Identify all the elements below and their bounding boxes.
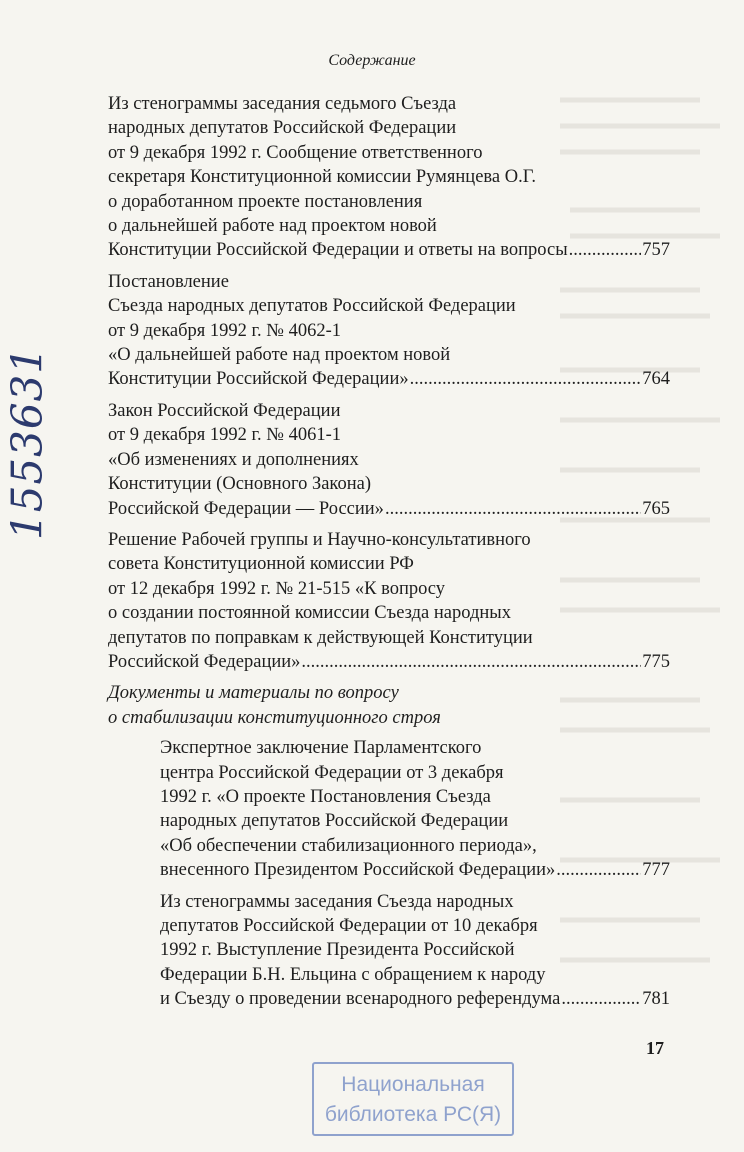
entry-line: от 9 декабря 1992 г. Сообщение ответственного [108,142,483,163]
entry-line: депутатов по поправкам к действующей Конституции [108,627,533,648]
page-ref: 765 [642,498,670,519]
entry-line: совета Конституционной комиссии РФ [108,554,414,575]
entry-line: секретаря Конституционной комиссии Румянцева О.Г. [108,167,536,188]
page-ref: 781 [642,989,670,1010]
entry-last-line [160,987,670,1011]
entry-line: от 12 декабря 1992 г. № 21-515 «К вопросу [108,578,446,599]
entry-line: о создании постоянной комиссии Съезда народных [108,603,511,624]
entry-line: от 9 декабря 1992 г. № 4061-1 [108,425,341,446]
entry-line: Конституции (Основного Закона) [108,474,372,495]
entry-line: 1992 г. Выступление Президента Российской [160,940,515,961]
entry-line: Экспертное заключение Парламентского [160,738,482,759]
page-number: 17 [646,1038,664,1058]
entry-last-line [108,497,670,521]
dot-leader [569,238,642,262]
section-line: Документы и материалы по вопросу [108,683,399,704]
entry-line: 1992 г. «О проекте Постановления Съезда [160,786,491,807]
page-ref: 775 [642,651,670,672]
stamp-line: Национальная [341,1073,485,1096]
toc-sub-entry[interactable] [108,736,670,882]
table-of-contents [108,92,670,1019]
entry-line: народных депутатов Российской Федерации [160,811,509,832]
toc-entry[interactable] [108,528,670,674]
toc-entry[interactable] [108,399,670,521]
toc-entry[interactable] [108,92,670,263]
section-line: о стабилизации конституционного строя [108,707,441,728]
header-title: Содержание [328,52,416,69]
page-ref: 777 [642,860,670,881]
entry-line: Российской Федерации — России» [108,498,384,519]
dot-leader [385,497,641,521]
dot-leader [561,987,641,1011]
entry-last-line [108,367,670,391]
dot-leader [301,650,641,674]
library-stamp [312,1062,514,1136]
entry-line: Российской Федерации» [108,651,301,672]
entry-line: «Об обеспечении стабилизационного периода», [160,835,537,856]
entry-line: депутатов Российской Федерации от 10 декабря [160,916,538,936]
entry-line: Конституции Российской Федерации» [108,369,409,390]
toc-sub-entry[interactable] [108,890,670,1012]
entry-line: «Об изменениях и дополнениях [108,449,359,470]
dot-leader [410,367,642,391]
entry-line: от 9 декабря 1992 г. № 4062-1 [108,320,341,341]
entry-last-line [108,650,670,674]
entry-line: о доработанном проекте постановления [108,191,423,212]
stamp-line: библиотека РС(Я) [324,1103,502,1126]
entry-last-line [108,238,670,262]
section-heading [108,681,670,730]
page-ref: 764 [642,369,670,390]
page-ref: 757 [642,240,670,261]
toc-entry[interactable] [108,270,670,392]
entry-line: центра Российской Федерации от 3 декабря [160,762,504,783]
entry-line: внесенного Президентом Российской Федерации» [160,860,556,881]
entry-line: Закон Российской Федерации [108,400,341,421]
handwritten-inventory-number: 1553631 [2,345,52,541]
entry-line: Конституции Российской Федерации и ответы на вопросы [108,240,568,261]
entry-line: Съезда народных депутатов Российской Федерации [108,296,516,317]
entry-line: народных депутатов Российской Федерации [108,118,457,139]
entry-line: о дальнейшей работе над проектом новой [108,216,437,237]
dot-leader [556,858,641,882]
entry-last-line [160,858,670,882]
entry-line: Федерации Б.Н. Ельцина с обращением к народу [160,964,546,985]
entry-line: и Съезду о проведении всенародного референдума [160,989,561,1010]
entry-line: Решение Рабочей группы и Научно-консультативного [108,529,531,550]
entry-line: Из стенограммы заседания Съезда народных [160,891,514,912]
entry-line: «О дальнейшей работе над проектом новой [108,345,451,366]
entry-line: Из стенограммы заседания седьмого Съезда [108,94,457,114]
entry-line: Постановление [108,271,229,292]
